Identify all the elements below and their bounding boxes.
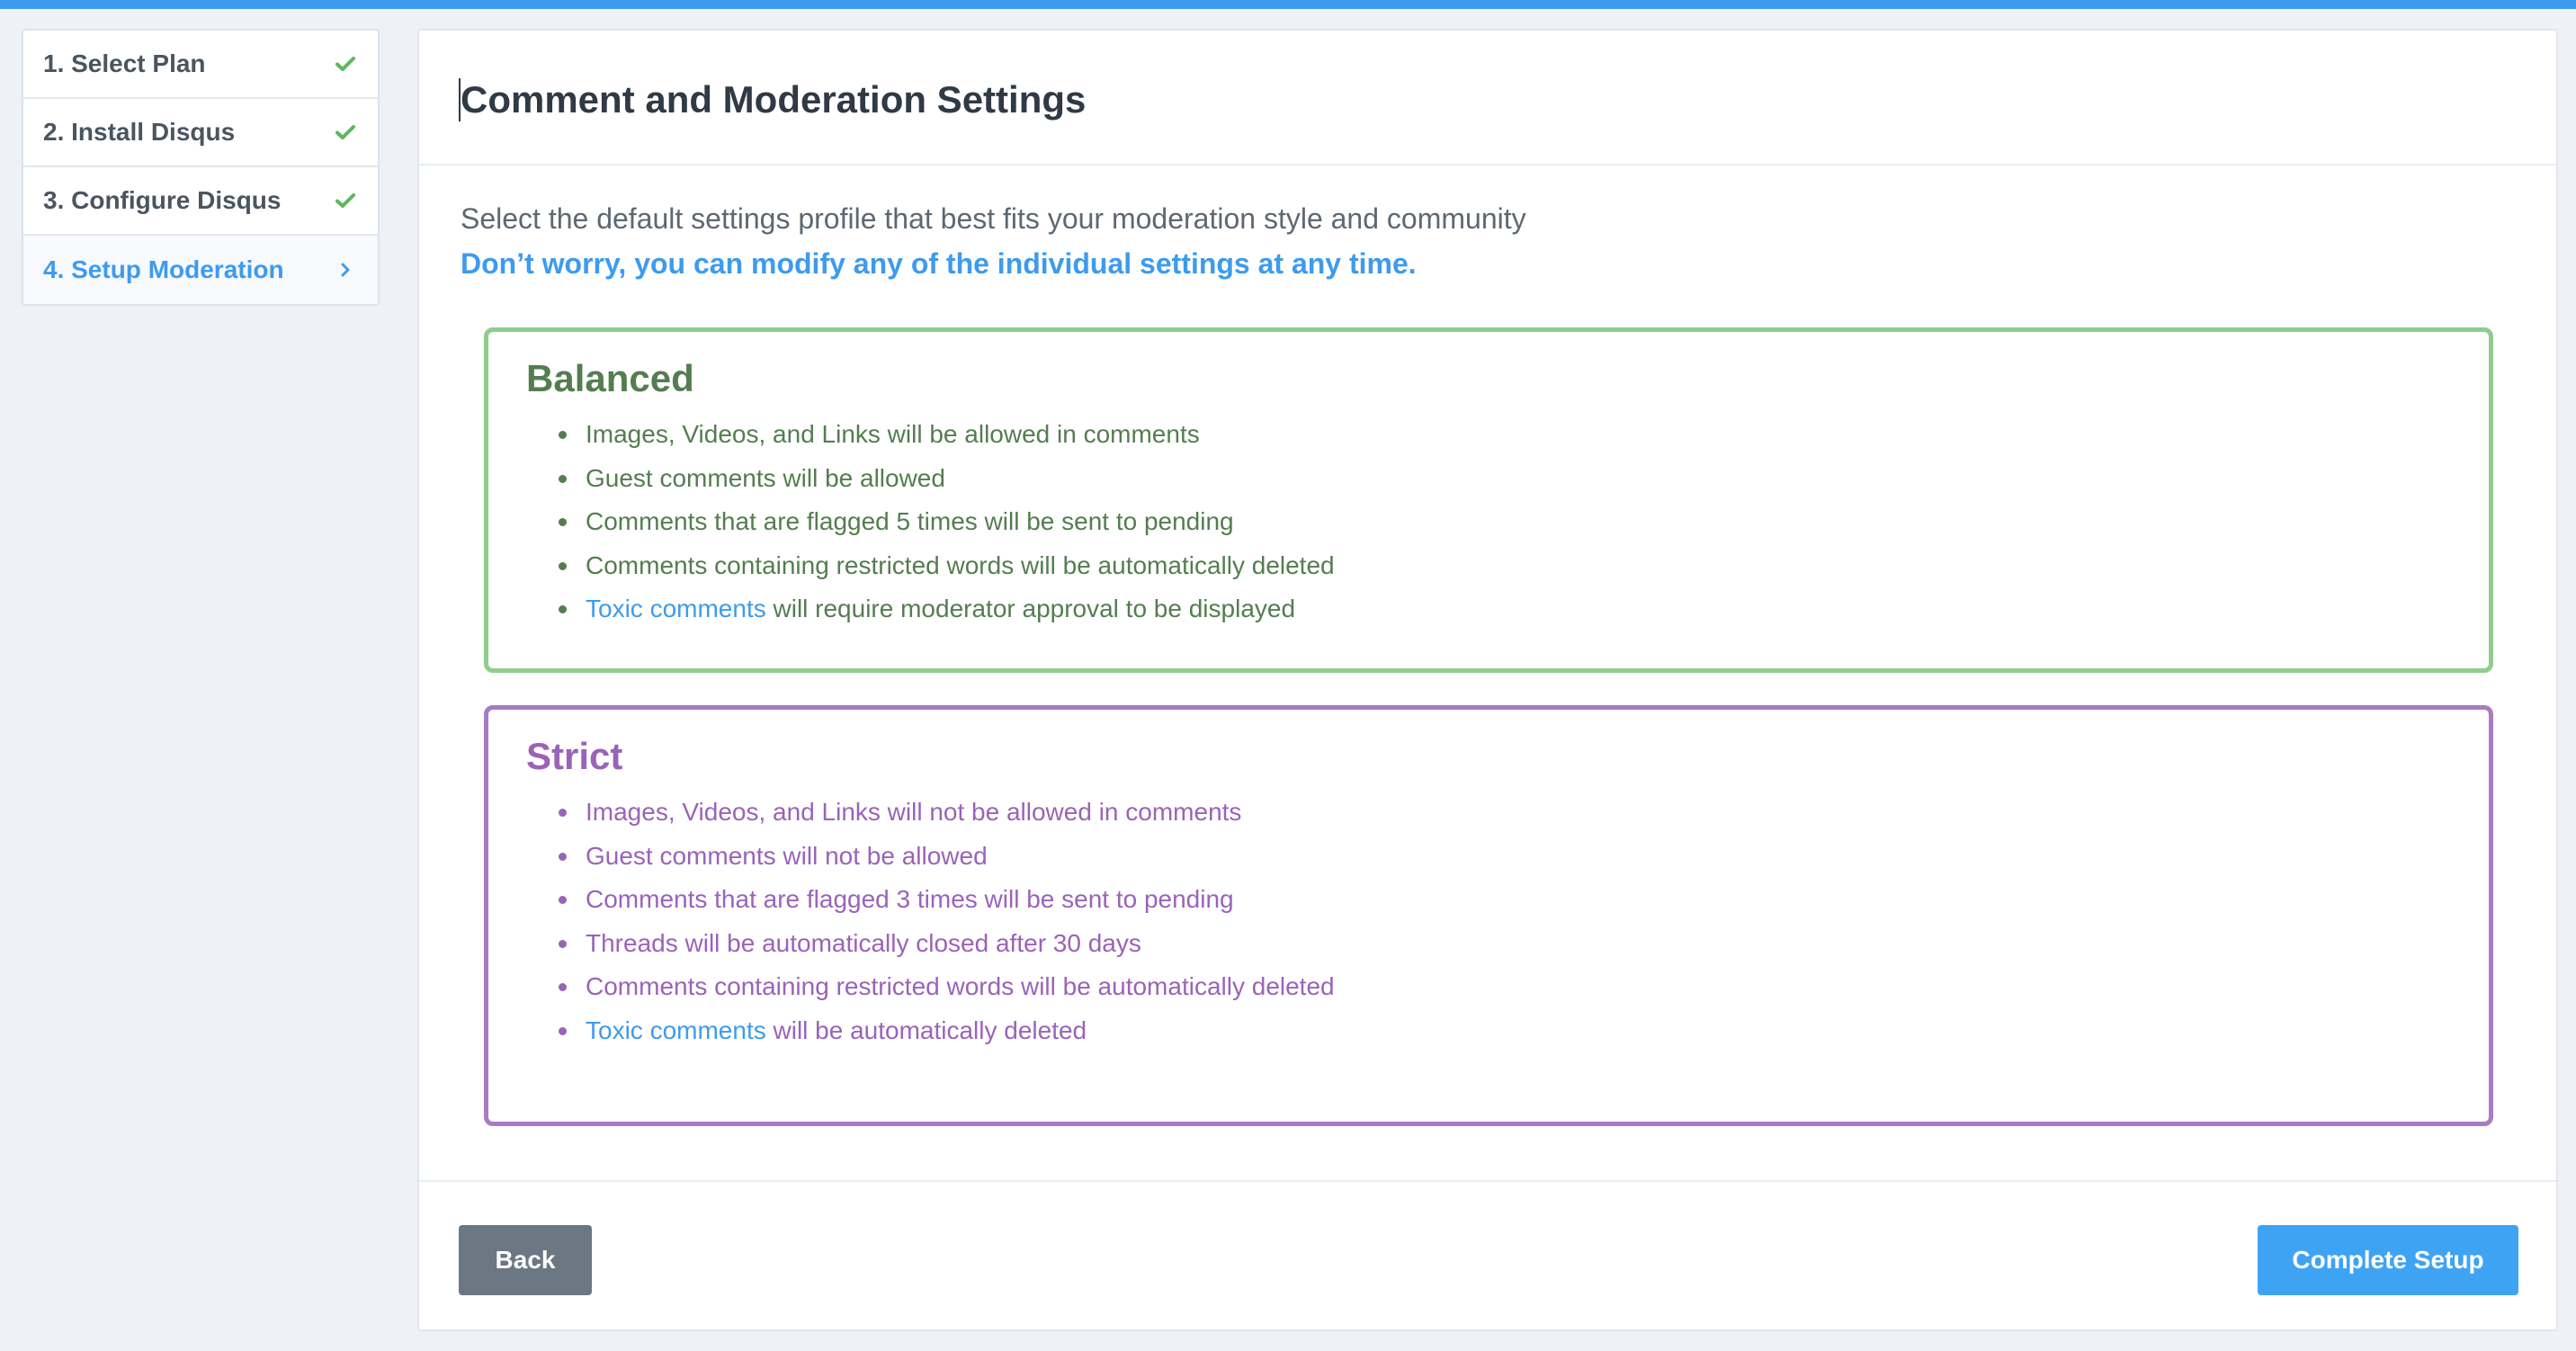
list-item: Threads will be automatically closed after 30 days	[586, 922, 2453, 966]
list-item: Comments that are flagged 3 times will be sent to pending	[586, 878, 2453, 922]
list-item: Comments containing restricted words will be automatically deleted	[586, 544, 2453, 588]
step-label: 4. Setup Moderation	[43, 255, 284, 283]
list-item: Comments that are flagged 5 times will be sent to pending	[586, 500, 2453, 544]
profile-rules-list	[526, 413, 2453, 631]
step-setup-moderation[interactable]	[23, 236, 378, 304]
list-item: Guest comments will not be allowed	[586, 835, 2453, 879]
profile-title: Balanced	[526, 357, 694, 399]
check-icon	[333, 188, 358, 213]
profile-rules-list	[526, 791, 2453, 1052]
intro-description: Select the default settings profile that best fits your moderation style and community	[461, 202, 1526, 235]
panel-footer	[419, 1180, 2556, 1329]
list-item: Comments containing restricted words will be automatically deleted	[586, 965, 2453, 1009]
check-icon	[333, 120, 358, 145]
step-select-plan[interactable]	[23, 31, 378, 99]
balanced-profile-card[interactable]	[484, 327, 2493, 673]
step-label: 1. Select Plan	[43, 49, 206, 77]
profile-title: Strict	[526, 735, 623, 777]
step-configure-disqus[interactable]	[23, 167, 378, 236]
step-label: 3. Configure Disqus	[43, 186, 282, 214]
top-accent-bar	[0, 0, 2576, 9]
complete-setup-button[interactable]: Complete Setup	[2258, 1225, 2518, 1295]
list-item: Toxic comments will require moderator approval to be displayed	[586, 587, 2453, 631]
moderation-settings-panel	[417, 29, 2558, 1331]
strict-profile-card[interactable]	[484, 705, 2493, 1126]
step-install-disqus[interactable]	[23, 99, 378, 167]
list-item: Guest comments will be allowed	[586, 457, 2453, 501]
intro-text	[461, 196, 1526, 286]
list-item: Images, Videos, and Links will be allowed in comments	[586, 413, 2453, 457]
list-item: Images, Videos, and Links will not be allowed in comments	[586, 791, 2453, 835]
chevron-right-icon	[333, 257, 358, 282]
check-icon	[333, 51, 358, 76]
page-title: Comment and Moderation Settings	[461, 78, 1087, 121]
toxic-comments-link[interactable]: Toxic comments	[586, 595, 766, 622]
setup-steps-nav	[22, 29, 380, 306]
step-label: 2. Install Disqus	[43, 118, 236, 146]
list-item: Toxic comments will be automatically deleted	[586, 1009, 2453, 1053]
intro-note: Don’t worry, you can modify any of the individual settings at any time.	[461, 247, 1417, 280]
back-button[interactable]: Back	[459, 1225, 592, 1295]
toxic-comments-link[interactable]: Toxic comments	[586, 1015, 766, 1044]
panel-header	[419, 31, 2556, 166]
